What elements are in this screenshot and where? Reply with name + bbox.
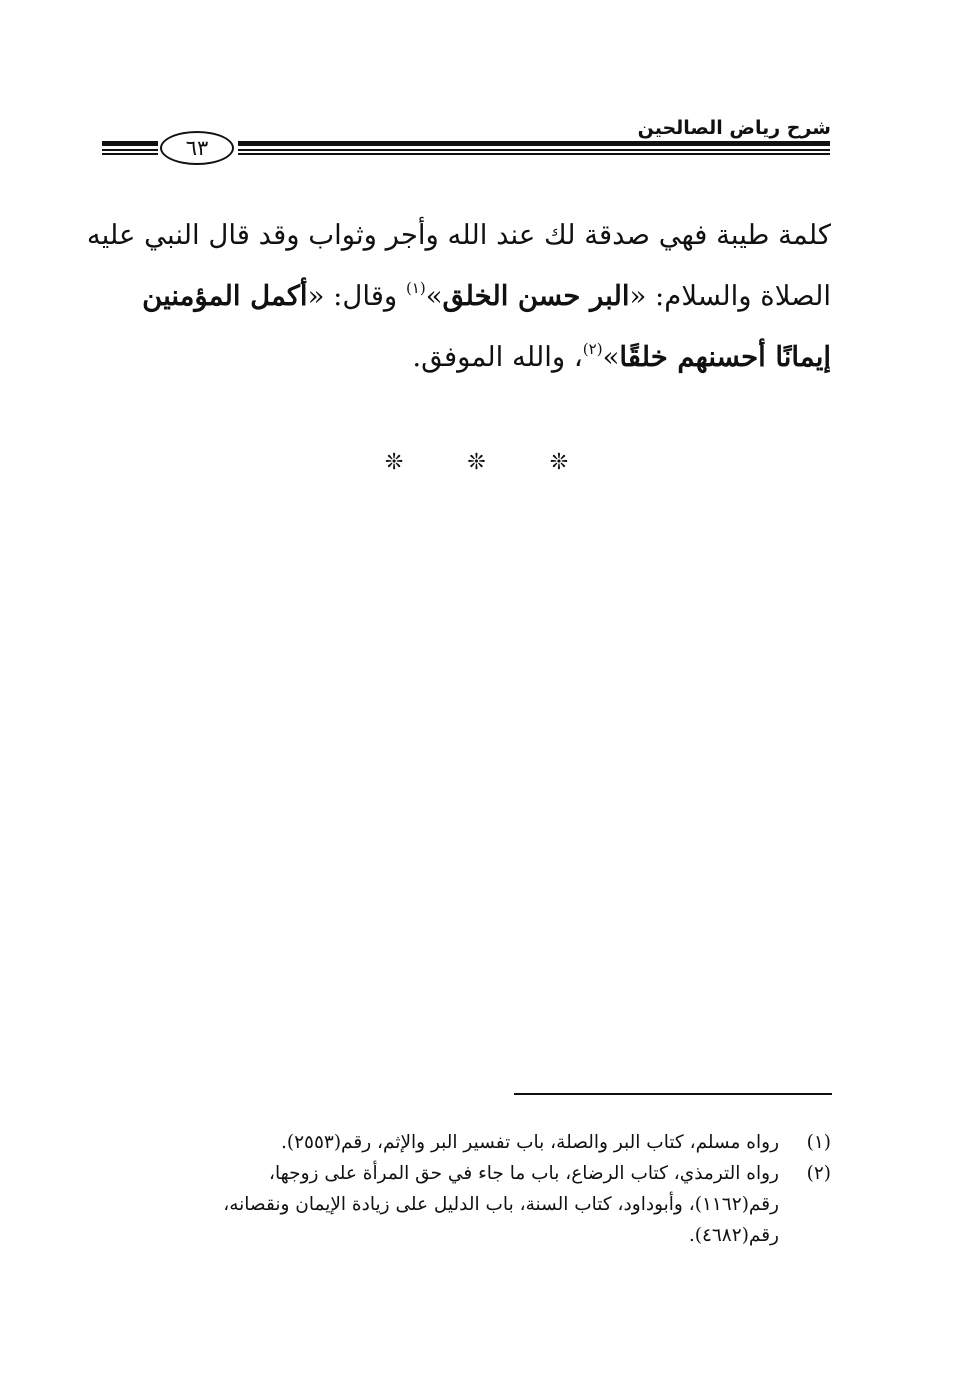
asterism-star: ❊: [549, 450, 569, 475]
header-rule-right: [238, 141, 830, 156]
hadith-quote: أكمل المؤمنين: [142, 280, 308, 312]
running-header-title: شرح رياض الصالحين: [637, 117, 831, 139]
footnote-number: (٢): [806, 1163, 831, 1184]
footnote-line: رواه الترمذي، كتاب الرضاع، باب ما جاء في حق المرأة على زوجها،: [269, 1163, 779, 1184]
footnote-divider: [514, 1093, 832, 1095]
footnote-number: (١): [806, 1132, 831, 1153]
paragraph-line-1: كلمة طيبة فهي صدقة لك عند الله وأجر وثواب وقد قال النبي عليه: [86, 219, 831, 251]
text-segment: الصلاة والسلام: «: [629, 280, 831, 312]
footnotes: [96, 1127, 831, 1251]
text-segment: »: [602, 341, 620, 373]
section-separator: [0, 450, 953, 475]
footnote-ref-1[interactable]: (١): [405, 279, 426, 297]
hadith-quote: إيمانًا أحسنهم خلقًا: [619, 341, 831, 373]
asterism-star: ❊: [384, 450, 404, 475]
footnote-1: [96, 1127, 831, 1158]
hadith-quote: البر حسن الخلق: [442, 280, 630, 312]
text-segment: »: [425, 280, 443, 312]
asterism-star: ❊: [467, 450, 486, 475]
footnote-line: رقم(١١٦٢)، وأبوداود، كتاب السنة، باب الدليل على زيادة الإيمان ونقصانه،: [223, 1194, 779, 1215]
header-rule-left: [102, 141, 158, 156]
footnote-line: رواه مسلم، كتاب البر والصلة، باب تفسير البر والإثم، رقم(٢٥٥٣).: [280, 1132, 779, 1153]
text-segment: ، والله الموفق.: [412, 341, 583, 373]
paragraph-line-2: [96, 266, 831, 327]
page-number: ٦٣: [185, 135, 209, 160]
paragraph-line-3: [96, 327, 831, 388]
text-segment: وقال: «: [307, 280, 406, 312]
footnote-line: رقم(٤٦٨٢).: [688, 1225, 779, 1246]
footnote-2: [96, 1158, 831, 1251]
footnote-ref-2[interactable]: (٢): [582, 340, 603, 358]
page-number-badge: [160, 131, 234, 165]
main-paragraph: [86, 205, 831, 388]
